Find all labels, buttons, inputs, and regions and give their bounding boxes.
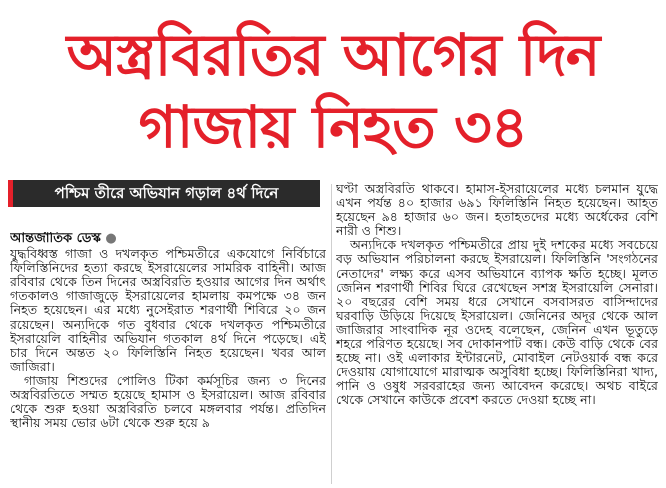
headline-line-2: গাজায় নিহত ৩৪ bbox=[138, 93, 528, 161]
article-paragraph: অন্যদিকে দখলকৃত পশ্চিমতীরে প্রায় দুই দশকের মধ্যে সবচেয়ে বড় অভিযান পরিচালনা করছে ইসরায়েল। ফিলিস্তিনি 'সংগঠনের নেতাদের' লক্ষ্য করে এসব অভিযানে ব্যাপক ক্ষতি হচ্ছে। মূলত জেনিন শরণার্থী শিবির ঘিরে রেখেছেন সশস্ত্র ইসরায়েলি সেনারা। ২০ বছরের বেশি সময় ধরে সেখানে বসবাসরত বাসিন্দাদের ঘরবাড়ি উড়িয়ে দিয়েছে ইসরায়েল। জেনিনের অদূর থেকে আল জাজিরার সাংবাদিক নূর ওদেহ বলেছেন, জেনিন এখন ভূতুড়ে শহরে পরিণত হয়েছে। সব দোকানপাট বন্ধ। কেউ বাড়ি থেকে বের হচ্ছে না। ওই এলাকার ইন্টারনেট, মোবাইল নেটওয়ার্ক বন্ধ করে দেওয়ায় যোগাযোগে মারাত্মক অসুবিধা হচ্ছে। ফিলিস্তিনিরা খাদ্য, পানি ও ওষুধ সরবরাহের জন্য আবেদন করেছে। অথচ বাইরে থেকে সেখানে কাউকে প্রবেশ করতে দেওয়া হচ্ছে না। bbox=[336, 237, 658, 408]
dateline-text: আন্তর্জাতিক ডেস্ক bbox=[10, 232, 101, 246]
article-paragraph: যুদ্ধবিধ্বস্ত গাজা ও দখলকৃত পশ্চিমতীরে একযোগে নির্বিচারে ফিলিস্তিনিদের হত্যা করছে ইসরায়েলের সামরিক বাহিনী। আজ রবিবার থেকে তিন দিনের অস্ত্রবিরতি হওয়ার আগের দিন অর্থাৎ গতকালও গাজাজুড়ে ইসরায়েলের হামলায় কমপক্ষে ৩৪ জন নিহত হয়েছেন। এর মধ্যে নুসেইরাত শরণার্থী শিবিরে ২০ জন রয়েছেন। অন্যদিকে গত বুধবার থেকে দখলকৃত পশ্চিমতীরে ইসরায়েলি বাহিনীর অভিযান গতকাল ৪র্থ দিনে পড়েছে। এই চার দিনে অন্তত ২০ ফিলিস্তিনি নিহত হয়েছেন। খবর আল জাজিরা। bbox=[10, 246, 326, 374]
article-paragraph: গাজায় শিশুদের পোলিও টিকা কর্মসূচির জন্য ৩ দিনের অস্ত্রবিরতিতে সম্মত হয়েছে হামাস ও ইসরায়েল। আজ রবিবার থেকে শুরু হওয়া অস্ত্রবিরতি চলবে মঙ্গলবার পর্যন্ত। প্রতিদিন স্থানীয় সময় ভোর ৬টা থেকে শুরু হয়ে ৯ bbox=[10, 372, 326, 431]
article-left-column bbox=[10, 232, 326, 488]
subheadline: পশ্চিম তীরে অভিযান গড়াল ৪র্থ দিনে bbox=[8, 180, 320, 207]
bullet-dot-icon: ● bbox=[105, 232, 117, 246]
column-divider bbox=[331, 184, 332, 484]
article-right-column bbox=[336, 182, 658, 488]
dateline bbox=[10, 232, 326, 246]
headline-line-1: অস্ত্রবিরতির আগের দিন bbox=[66, 21, 600, 89]
article-paragraph: ঘণ্টা অস্ত্রবিরতি থাকবে। হামাস-ইসরায়েলের মধ্যে চলমান যুদ্ধে এখন পর্যন্ত ৪০ হাজার ৬৯১ ফিলিস্তিনি নিহত হয়েছেন। আহত হয়েছেন ৯৪ হাজার ৬০ জন। হতাহতদের মধ্যে অর্ধেকের বেশি নারী ও শিশু। bbox=[336, 182, 658, 239]
